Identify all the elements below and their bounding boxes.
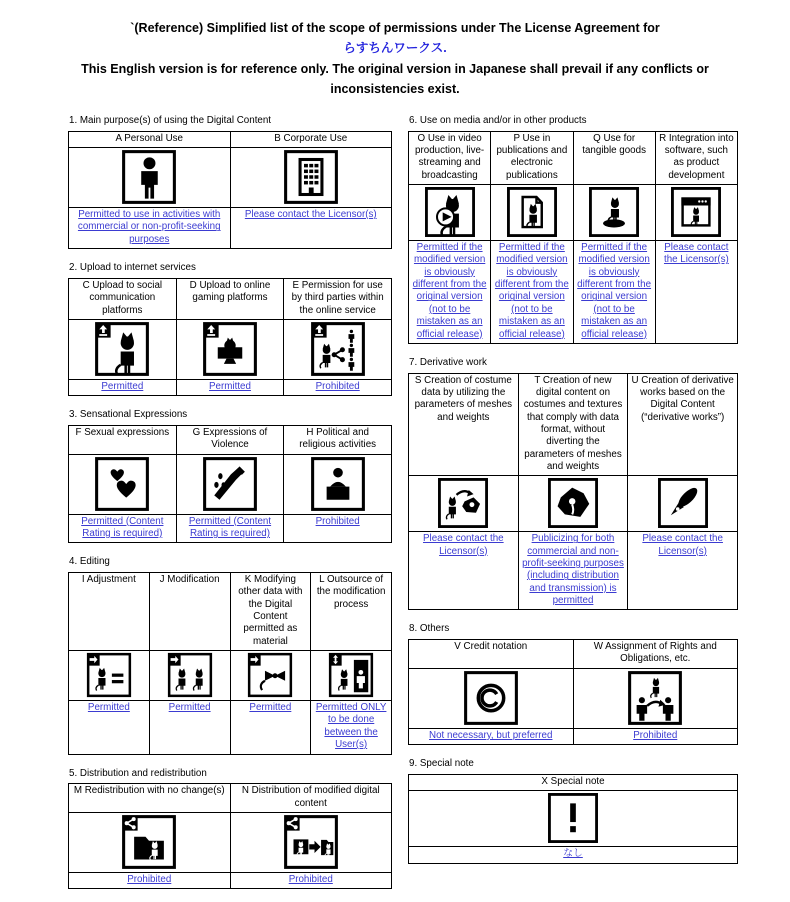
col-header-a: A Personal Use	[69, 131, 231, 147]
share-modified-folder-icon	[283, 814, 339, 870]
status-link[interactable]: Please contact the Licensor(s)	[642, 533, 723, 557]
tangible-goods-figurine-icon	[588, 186, 640, 238]
status-link[interactable]: Please contact the Licensor(s)	[244, 209, 377, 221]
right-column	[408, 115, 738, 877]
col-header-c: C Upload to social communication platforms	[69, 278, 177, 319]
icon-cell	[284, 319, 392, 379]
section-sensational	[68, 409, 392, 543]
status-cell	[69, 514, 177, 543]
status-link[interactable]: Not necessary, but preferred	[429, 729, 553, 741]
main-purpose-table	[68, 131, 392, 249]
section-title: 1. Main purpose(s) of using the Digital Content	[69, 115, 272, 126]
icon-cell	[69, 812, 231, 872]
icon-cell	[409, 185, 491, 241]
col-header-m: M Redistribution with no change(s)	[69, 784, 231, 813]
status-link[interactable]: Permitted	[87, 702, 130, 714]
editing-table	[68, 572, 392, 754]
status-link[interactable]: なし	[563, 848, 583, 860]
section-title: 2. Upload to internet services	[69, 262, 196, 274]
status-link[interactable]: Please contact the Licensor(s)	[663, 242, 729, 266]
status-cell	[518, 532, 628, 610]
status-link[interactable]: Please contact the Licensor(s)	[423, 533, 504, 557]
status-cell	[69, 379, 177, 395]
col-header-h: H Political and religious activities	[284, 425, 392, 454]
section-special-note	[408, 758, 738, 863]
icon-cell	[176, 319, 284, 379]
icon-cell	[628, 476, 738, 532]
section-title: 5. Distribution and redistribution	[69, 767, 207, 779]
section-title: 8. Others	[409, 623, 450, 635]
hearts-icon	[94, 456, 150, 512]
col-header-x: X Special note	[409, 774, 738, 790]
publication-page-cat-icon	[506, 186, 558, 238]
status-link[interactable]: Permitted if the modified version is obviously different from the original version (not to be mistaken as an official release)	[494, 242, 569, 340]
section-title: 6. Use on media and/or in other products	[409, 115, 587, 126]
icon-cell	[311, 651, 392, 701]
derivative-work-table	[408, 373, 738, 611]
col-header-u: U Creation of derivative works based on the Digital Content (“derivative works”)	[628, 373, 738, 476]
status-cell	[176, 514, 284, 543]
icon-cell	[230, 812, 392, 872]
status-link[interactable]: Permitted	[249, 702, 292, 714]
video-play-cat-icon	[424, 186, 476, 238]
status-cell	[491, 241, 573, 344]
col-header-r: R Integration into software, such as product development	[655, 131, 737, 184]
section-editing	[68, 556, 392, 754]
status-cell	[409, 241, 491, 344]
adjustment-cat-equals-icon	[86, 652, 132, 698]
status-link[interactable]: Permitted	[101, 380, 144, 392]
person-icon	[121, 149, 177, 205]
icon-cell	[69, 651, 150, 701]
distribution-table	[68, 783, 392, 889]
status-link[interactable]: Permitted	[209, 380, 251, 392]
left-column	[68, 115, 392, 902]
status-cell	[149, 701, 230, 754]
col-header-w: W Assignment of Rights and Obligations, etc.	[573, 640, 738, 669]
col-header-b: B Corporate Use	[230, 131, 392, 147]
costume-data-cat-icon	[437, 477, 489, 529]
costume-fabric-icon	[547, 477, 599, 529]
col-header-q: Q Use for tangible goods	[573, 131, 655, 184]
status-cell	[176, 379, 284, 395]
status-link[interactable]: Permitted to use in activities with commercial or non-profit-seeking purposes	[77, 209, 221, 245]
copyright-icon	[463, 670, 519, 726]
section-title: 4. Editing	[69, 556, 110, 568]
status-link[interactable]: Permitted (Content Rating is required)	[81, 515, 164, 539]
corporate-building-icon	[283, 149, 339, 205]
col-header-g: G Expressions of Violence	[176, 425, 284, 454]
doc-title-line1: `(Reference) Simplified list of the scope of permissions under The License Agreement for	[130, 21, 660, 35]
status-cell	[69, 701, 150, 754]
col-header-f: F Sexual expressions	[69, 425, 177, 454]
icon-cell	[284, 454, 392, 514]
col-header-d: D Upload to online gaming platforms	[176, 278, 284, 319]
icon-cell	[149, 651, 230, 701]
status-cell	[230, 208, 392, 249]
status-cell	[284, 379, 392, 395]
icon-cell	[491, 185, 573, 241]
status-cell	[230, 872, 392, 888]
exclamation-icon	[547, 792, 599, 844]
assignment-people-cat-icon	[627, 670, 683, 726]
section-upload	[68, 262, 392, 396]
section-distribution	[68, 768, 392, 890]
col-header-i: I Adjustment	[69, 573, 150, 651]
col-header-e: E Permission for use by third parties within the online service	[284, 278, 392, 319]
status-link[interactable]: Permitted	[168, 702, 211, 714]
col-header-s: S Creation of costume data by utilizing the parameters of meshes and weights	[409, 373, 519, 476]
section-title: 3. Sensational Expressions	[69, 409, 188, 421]
section-others	[408, 623, 738, 745]
icon-cell	[573, 185, 655, 241]
icon-cell	[655, 185, 737, 241]
status-link[interactable]: Publicizing for both commercial and non-profit-seeking purposes (including distribution and transmission) is permitted	[522, 533, 624, 607]
status-cell	[230, 701, 311, 754]
upload-social-cat-icon	[94, 321, 150, 377]
status-cell	[573, 728, 738, 744]
doc-title-product-name: らすちんワークス.	[343, 41, 447, 56]
section-title: 7. Derivative work	[409, 356, 487, 368]
upload-table	[68, 278, 392, 396]
status-cell	[409, 728, 574, 744]
col-header-n: N Distribution of modified digital content	[230, 784, 392, 813]
icon-cell	[230, 148, 392, 208]
status-link[interactable]: Permitted ONLY to be done between the User(s)	[315, 702, 387, 751]
status-link[interactable]: Prohibited	[315, 515, 360, 527]
status-cell	[409, 532, 519, 610]
fountain-pen-icon	[657, 477, 709, 529]
status-link[interactable]: Permitted if the modified version is obviously different from the original version (not to be mistaken as an official release)	[577, 242, 652, 340]
col-header-o: O Use in video production, live-streaming and broadcasting	[409, 131, 491, 184]
status-cell	[69, 208, 231, 249]
podium-speech-icon	[310, 456, 366, 512]
section-derivative-work	[408, 357, 738, 611]
doc-title-disclaimer: This English version is for reference only. The original version in Japanese shall prevail if any conflicts or inconsistencies exist.	[81, 61, 709, 96]
status-cell	[628, 532, 738, 610]
icon-cell	[518, 476, 628, 532]
material-bow-icon	[247, 652, 293, 698]
col-header-j: J Modification	[149, 573, 230, 651]
status-cell	[409, 847, 738, 863]
icon-cell	[409, 791, 738, 847]
icon-cell	[573, 668, 738, 728]
section-main-purpose	[68, 115, 392, 249]
icon-cell	[69, 148, 231, 208]
col-header-k: K Modifying other data with the Digital Content permitted as material	[230, 573, 311, 651]
upload-gaming-cat-icon	[202, 321, 258, 377]
icon-cell	[176, 454, 284, 514]
share-folder-cat-icon	[121, 814, 177, 870]
third-party-share-icon	[310, 321, 366, 377]
content-columns	[68, 115, 790, 902]
col-header-t: T Creation of new digital content on costumes and textures that comply with data format, without diverting the parameters of meshes and weights	[518, 373, 628, 476]
knife-blood-icon	[202, 456, 258, 512]
col-header-v: V Credit notation	[409, 640, 574, 669]
section-title: 9. Special note	[409, 758, 474, 770]
icon-cell	[409, 668, 574, 728]
icon-cell	[69, 319, 177, 379]
modification-two-cats-icon	[167, 652, 213, 698]
status-cell	[655, 241, 737, 344]
software-window-cat-icon	[670, 186, 722, 238]
status-cell	[311, 701, 392, 754]
status-link[interactable]: Permitted (Content Rating is required)	[188, 515, 272, 539]
status-link[interactable]: Prohibited	[288, 873, 333, 885]
sensational-table	[68, 425, 392, 543]
status-cell	[69, 872, 231, 888]
col-header-l: L Outsource of the modification process	[311, 573, 392, 651]
others-table	[408, 639, 738, 745]
status-link[interactable]: Prohibited	[127, 873, 172, 885]
status-cell	[573, 241, 655, 344]
outsource-door-icon	[328, 652, 374, 698]
status-link[interactable]: Prohibited	[315, 380, 360, 392]
status-link[interactable]: Prohibited	[633, 729, 678, 741]
icon-cell	[230, 651, 311, 701]
media-products-table	[408, 131, 738, 344]
icon-cell	[69, 454, 177, 514]
special-note-table	[408, 774, 738, 864]
status-cell	[284, 514, 392, 543]
status-link[interactable]: Permitted if the modified version is obviously different from the original version (not to be mistaken as an official release)	[412, 242, 487, 340]
document-title	[45, 0, 745, 99]
icon-cell	[409, 476, 519, 532]
section-media-products	[408, 115, 738, 344]
col-header-p: P Use in publications and electronic publications	[491, 131, 573, 184]
